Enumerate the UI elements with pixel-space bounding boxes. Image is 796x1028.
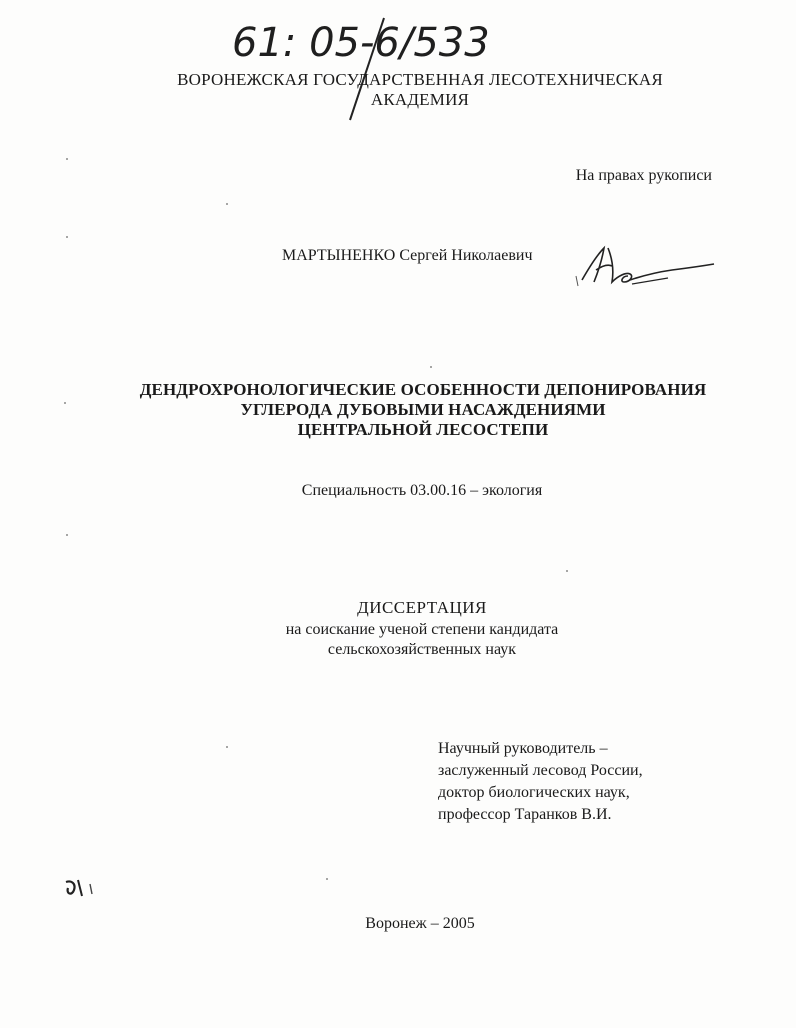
degree-line-1: на соискание ученой степени кандидата <box>285 621 559 638</box>
scan-speck <box>430 366 432 368</box>
advisor-line-2: заслуженный лесовод России, <box>438 762 643 779</box>
scan-speck <box>226 746 228 748</box>
specialty: Специальность 03.00.16 – экология <box>301 482 543 499</box>
title-line-3: ЦЕНТРАЛЬНОЙ ЛЕСОСТЕПИ <box>297 420 549 439</box>
dissertation-degree <box>220 620 624 660</box>
advisor-line-3: доктор биологических наук, <box>438 784 630 801</box>
archive-code-text: 61: 05-6/533 <box>232 20 490 66</box>
rights-note: На правах рукописи <box>575 167 712 184</box>
advisor-line-4: профессор Таранков В.И. <box>438 806 612 823</box>
city-and-year: Воронеж – 2005 <box>365 915 475 932</box>
scan-speck <box>326 878 328 880</box>
scan-speck <box>566 570 568 572</box>
scientific-advisor <box>438 738 738 826</box>
signature-icon <box>572 236 722 292</box>
scan-speck <box>66 534 68 536</box>
institution-line-1: ВОРОНЕЖСКАЯ ГОСУДАРСТВЕННАЯ ЛЕСОТЕХНИЧЕСКАЯ <box>177 70 663 89</box>
scan-speck <box>66 158 68 160</box>
dissertation-heading: ДИССЕРТАЦИЯ <box>357 598 487 617</box>
scan-speck <box>64 402 66 404</box>
degree-line-2: сельскохозяйственных наук <box>327 641 517 658</box>
advisor-line-1: Научный руководитель – <box>438 740 608 757</box>
scan-artifact-mark <box>62 876 102 900</box>
title-line-2: УГЛЕРОДА ДУБОВЫМИ НАСАЖДЕНИЯМИ <box>240 400 606 419</box>
scan-speck <box>226 203 228 205</box>
institution-line-2: АКАДЕМИЯ <box>370 90 470 109</box>
author-name: МАРТЫНЕНКО Сергей Николаевич <box>282 247 533 264</box>
scan-speck <box>66 236 68 238</box>
title-line-1: ДЕНДРОХРОНОЛОГИЧЕСКИЕ ОСОБЕННОСТИ ДЕПОНИРОВАНИЯ <box>139 380 707 399</box>
dissertation-title <box>100 380 746 440</box>
institution-name <box>120 70 720 110</box>
